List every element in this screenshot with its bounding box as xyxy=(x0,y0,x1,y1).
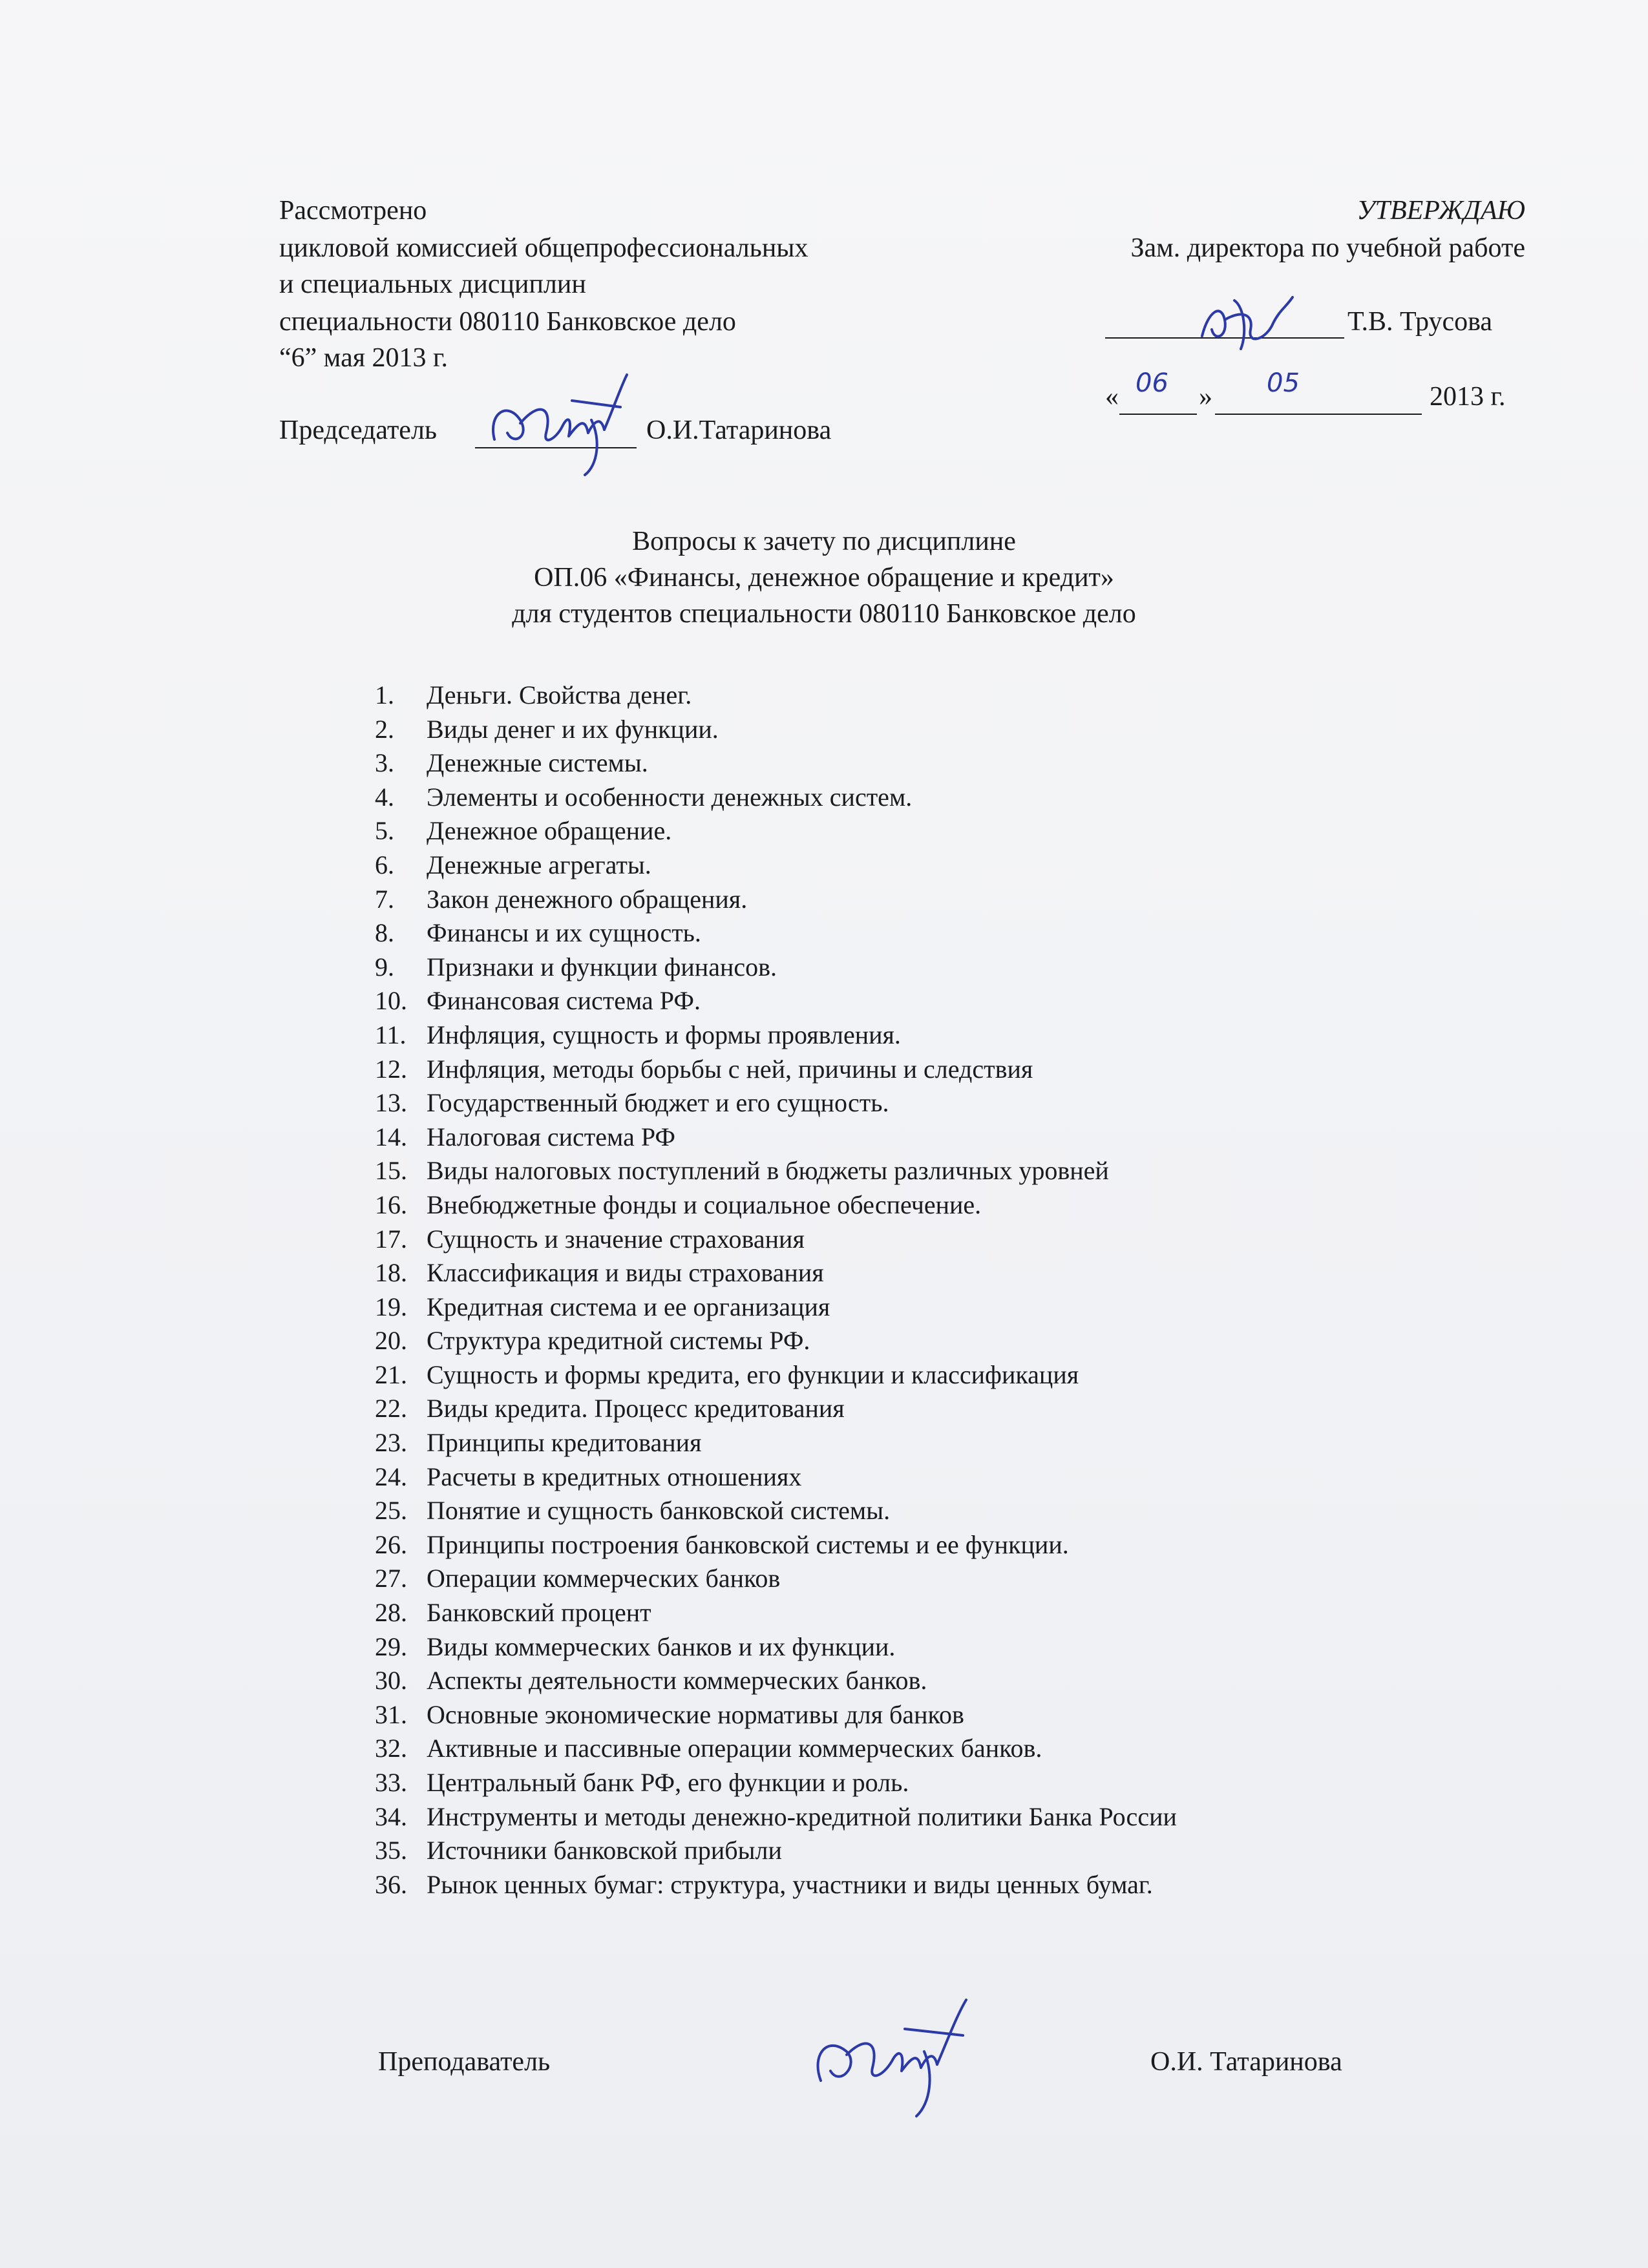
question-number: 15. xyxy=(375,1156,407,1186)
question-item xyxy=(375,1426,1177,1460)
doc-title-line3: для студентов специальности 080110 Банковское дело xyxy=(512,599,1136,629)
question-item xyxy=(375,1053,1177,1087)
question-text: Классификация и виды страхования xyxy=(427,1258,824,1288)
question-item xyxy=(375,1732,1177,1766)
question-text: Принципы построения банковской системы и ее функции. xyxy=(427,1529,1069,1559)
question-item xyxy=(375,1018,1177,1053)
question-number: 9. xyxy=(375,952,394,982)
approval-date-quote-close: » xyxy=(1199,382,1212,412)
chair-signature xyxy=(481,362,643,478)
question-text: Расчеты в кредитных отношениях xyxy=(427,1462,802,1491)
question-number: 1. xyxy=(375,680,394,709)
question-item xyxy=(375,713,1177,747)
teacher-label: Преподаватель xyxy=(378,2047,551,2077)
question-text: Виды кредита. Процесс кредитования xyxy=(427,1394,845,1423)
question-item xyxy=(375,1698,1177,1732)
question-text: Финансы и их сущность. xyxy=(427,918,701,948)
question-item xyxy=(375,781,1177,815)
question-text: Налоговая система РФ xyxy=(427,1122,675,1151)
question-item xyxy=(375,1494,1177,1528)
reviewed-label: Рассмотрено xyxy=(279,196,427,226)
question-text: Государственный бюджет и его сущность. xyxy=(427,1088,889,1118)
chair-name: О.И.Татаринова xyxy=(646,415,832,445)
question-item xyxy=(375,1460,1177,1495)
question-number: 13. xyxy=(375,1088,407,1118)
question-number: 7. xyxy=(375,884,394,914)
teacher-name: О.И. Татаринова xyxy=(1150,2047,1342,2077)
question-text: Денежное обращение. xyxy=(427,816,672,846)
question-text: Принципы кредитования xyxy=(427,1428,702,1458)
question-item xyxy=(375,950,1177,985)
question-item xyxy=(375,814,1177,848)
question-item xyxy=(375,746,1177,781)
question-item xyxy=(375,1256,1177,1290)
disciplines-line: и специальных дисциплин xyxy=(279,269,586,299)
question-item xyxy=(375,1358,1177,1392)
doc-title-line2: ОП.06 «Финансы, денежное обращение и кредит» xyxy=(534,563,1114,593)
question-number: 34. xyxy=(375,1801,407,1831)
approval-year: 2013 г. xyxy=(1430,382,1506,412)
question-number: 28. xyxy=(375,1598,407,1628)
question-text: Сущность и формы кредита, его функции и классификация xyxy=(427,1360,1079,1389)
question-number: 22. xyxy=(375,1394,407,1423)
question-number: 29. xyxy=(375,1632,407,1661)
approver-position: Зам. директора по учебной работе xyxy=(1130,233,1525,263)
approval-month-line xyxy=(1215,414,1422,415)
question-item xyxy=(375,1630,1177,1664)
question-number: 23. xyxy=(375,1428,407,1458)
question-number: 21. xyxy=(375,1360,407,1389)
question-text: Элементы и особенности денежных систем. xyxy=(427,782,913,812)
question-number: 20. xyxy=(375,1326,407,1356)
commission-line: цикловой комиссией общепрофессиональных xyxy=(279,233,808,263)
question-item xyxy=(375,1834,1177,1868)
review-date: “6” мая 2013 г. xyxy=(279,343,449,373)
question-text: Аспекты деятельности коммерческих банков. xyxy=(427,1666,927,1696)
question-item xyxy=(375,1868,1177,1902)
question-text: Виды налоговых поступлений в бюджеты различных уровней xyxy=(427,1156,1109,1186)
approver-name: Т.В. Трусова xyxy=(1347,307,1493,337)
question-text: Инфляция, методы борьбы с ней, причины и следствия xyxy=(427,1054,1033,1084)
approval-day-handwritten: 06 xyxy=(1136,368,1168,398)
question-text: Источники банковской прибыли xyxy=(427,1836,782,1865)
question-number: 12. xyxy=(375,1054,407,1084)
question-item xyxy=(375,678,1177,713)
question-number: 25. xyxy=(375,1496,407,1526)
question-text: Кредитная система и ее организация xyxy=(427,1292,830,1321)
question-number: 16. xyxy=(375,1190,407,1219)
question-number: 2. xyxy=(375,714,394,744)
question-item xyxy=(375,1324,1177,1358)
question-text: Виды денег и их функции. xyxy=(427,714,719,744)
question-text: Центральный банк РФ, его функции и роль. xyxy=(427,1768,909,1797)
approval-day-line xyxy=(1119,414,1197,415)
question-number: 36. xyxy=(375,1869,407,1899)
question-number: 26. xyxy=(375,1529,407,1559)
teacher-signature xyxy=(801,1990,995,2119)
question-item xyxy=(375,1086,1177,1120)
approval-date-quote-open: « xyxy=(1105,382,1119,412)
question-text: Признаки и функции финансов. xyxy=(427,952,777,982)
question-text: Банковский процент xyxy=(427,1598,651,1628)
question-number: 11. xyxy=(375,1020,407,1049)
question-text: Операции коммерческих банков xyxy=(427,1564,781,1593)
question-item xyxy=(375,883,1177,917)
questions-list xyxy=(375,678,1177,1902)
question-text: Закон денежного обращения. xyxy=(427,884,748,914)
question-item xyxy=(375,1188,1177,1223)
question-number: 33. xyxy=(375,1768,407,1797)
question-number: 4. xyxy=(375,782,394,812)
question-number: 35. xyxy=(375,1836,407,1865)
approver-signature xyxy=(1189,284,1299,355)
approve-label: УТВЕРЖДАЮ xyxy=(1357,196,1525,226)
question-number: 30. xyxy=(375,1666,407,1696)
specialty-line: специальности 080110 Банковское дело xyxy=(279,307,736,337)
doc-title-line1: Вопросы к зачету по дисциплине xyxy=(632,527,1016,556)
question-number: 24. xyxy=(375,1462,407,1491)
question-number: 14. xyxy=(375,1122,407,1151)
question-item xyxy=(375,1562,1177,1596)
question-item xyxy=(375,916,1177,950)
question-item xyxy=(375,1290,1177,1325)
question-text: Финансовая система РФ. xyxy=(427,986,701,1016)
question-item xyxy=(375,1120,1177,1155)
question-number: 10. xyxy=(375,986,407,1016)
question-number: 3. xyxy=(375,748,394,778)
approval-month-handwritten: 05 xyxy=(1267,368,1300,398)
question-item xyxy=(375,1528,1177,1562)
question-number: 17. xyxy=(375,1224,407,1254)
question-text: Денежные системы. xyxy=(427,748,648,778)
question-item xyxy=(375,984,1177,1018)
question-text: Рынок ценных бумаг: структура, участники и виды ценных бумаг. xyxy=(427,1869,1153,1899)
question-number: 8. xyxy=(375,918,394,948)
question-number: 18. xyxy=(375,1258,407,1288)
question-text: Денежные агрегаты. xyxy=(427,850,651,879)
question-item xyxy=(375,848,1177,883)
question-item xyxy=(375,1223,1177,1257)
question-text: Активные и пассивные операции коммерческих банков. xyxy=(427,1734,1042,1763)
question-text: Виды коммерческих банков и их функции. xyxy=(427,1632,896,1661)
question-text: Сущность и значение страхования xyxy=(427,1224,805,1254)
question-item xyxy=(375,1596,1177,1630)
question-number: 6. xyxy=(375,850,394,879)
question-item xyxy=(375,1766,1177,1800)
question-number: 5. xyxy=(375,816,394,846)
question-number: 19. xyxy=(375,1292,407,1321)
question-text: Основные экономические нормативы для банков xyxy=(427,1699,964,1729)
question-number: 32. xyxy=(375,1734,407,1763)
question-text: Инфляция, сущность и формы проявления. xyxy=(427,1020,901,1049)
question-text: Деньги. Свойства денег. xyxy=(427,680,692,709)
question-number: 31. xyxy=(375,1699,407,1729)
question-item xyxy=(375,1800,1177,1834)
question-text: Инструменты и методы денежно-кредитной политики Банка России xyxy=(427,1801,1177,1831)
chair-label: Председатель xyxy=(279,415,438,445)
question-item xyxy=(375,1664,1177,1698)
question-text: Структура кредитной системы РФ. xyxy=(427,1326,810,1356)
question-number: 27. xyxy=(375,1564,407,1593)
question-text: Внебюджетные фонды и социальное обеспечение. xyxy=(427,1190,982,1219)
question-item xyxy=(375,1392,1177,1426)
question-text: Понятие и сущность банковской системы. xyxy=(427,1496,891,1526)
question-item xyxy=(375,1154,1177,1188)
